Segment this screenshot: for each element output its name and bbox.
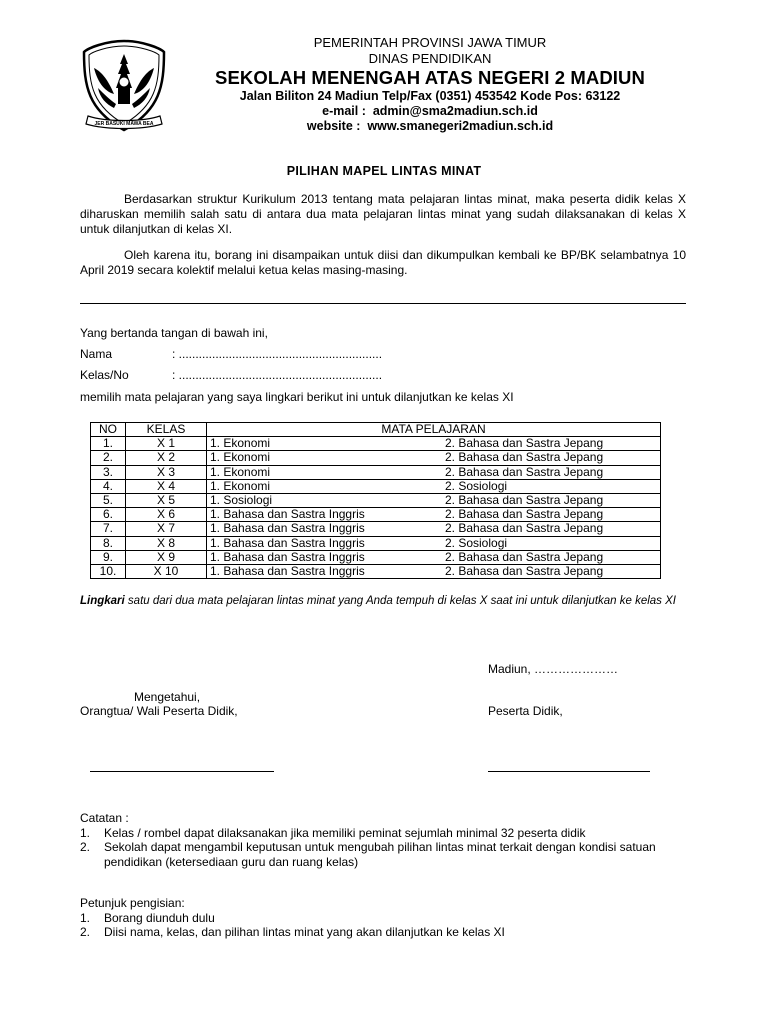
row-kelas: X 4 <box>126 479 207 493</box>
option-1[interactable]: 1. Sosiologi <box>207 493 426 507</box>
option-1[interactable]: 1. Ekonomi <box>207 437 426 451</box>
list-text: Sekolah dapat mengambil keputusan untuk mengubah pilihan lintas minat terkait dengan kondisi satuan pendidikan (ketersediaan guru dan ruang kelas) <box>104 840 656 869</box>
option-2[interactable]: 2. Bahasa dan Sastra Jepang <box>425 451 661 465</box>
option-2[interactable]: 2. Sosiologi <box>425 536 661 550</box>
catatan-title: Catatan : <box>80 811 129 825</box>
circle-instruction-note <box>80 594 686 608</box>
list-item <box>80 826 690 841</box>
email-label: e-mail : <box>322 104 366 118</box>
list-number: 2. <box>80 840 91 854</box>
row-kelas: X 5 <box>126 493 207 507</box>
petunjuk-section <box>80 896 690 940</box>
option-2[interactable]: 2. Bahasa dan Sastra Jepang <box>425 493 661 507</box>
table-row <box>91 522 661 536</box>
row-no: 3. <box>91 465 126 479</box>
school-address: Jalan Biliton 24 Madiun Telp/Fax (0351) 453542 Kode Pos: 63122 <box>239 89 621 103</box>
nama-label: Nama <box>80 347 113 361</box>
logo-motto: JER BASUKI MAWA BEA <box>94 121 154 127</box>
parent-signature-line[interactable] <box>90 771 274 772</box>
note-emphasis: Lingkari <box>80 595 125 607</box>
email-link[interactable]: admin@sma2madiun.sch.id <box>372 104 538 118</box>
school-email-line <box>180 104 680 119</box>
table-row <box>91 536 661 550</box>
option-2[interactable]: 2. Bahasa dan Sastra Jepang <box>425 550 661 564</box>
divider-line <box>80 303 686 304</box>
form-intro: Yang bertanda tangan di bawah ini, <box>80 326 268 340</box>
row-no: 8. <box>91 536 126 550</box>
header-no: NO <box>91 423 126 437</box>
header-mata-pelajaran: MATA PELAJARAN <box>207 423 661 437</box>
table-row <box>91 437 661 451</box>
option-1[interactable]: 1. Bahasa dan Sastra Inggris <box>207 564 426 578</box>
kelas-field[interactable]: : ............................................................. <box>172 368 383 382</box>
student-signature-label: Peserta Didik, <box>488 704 563 718</box>
option-2[interactable]: 2. Sosiologi <box>425 479 661 493</box>
option-1[interactable]: 1. Ekonomi <box>207 479 426 493</box>
table-row <box>91 564 661 578</box>
header-kelas: KELAS <box>126 423 207 437</box>
note-text: satu dari dua mata pelajaran lintas minat yang Anda tempuh di kelas X saat ini untuk dilanjutkan ke kelas XI <box>124 595 676 607</box>
row-no: 4. <box>91 479 126 493</box>
school-website-line <box>180 119 680 134</box>
student-signature-line[interactable] <box>488 771 650 772</box>
header-line-government: PEMERINTAH PROVINSI JAWA TIMUR <box>313 35 547 50</box>
option-1[interactable]: 1. Bahasa dan Sastra Inggris <box>207 522 426 536</box>
list-number: 1. <box>80 910 91 925</box>
option-1[interactable]: 1. Ekonomi <box>207 465 426 479</box>
row-kelas: X 1 <box>126 437 207 451</box>
petunjuk-title: Petunjuk pengisian: <box>80 896 185 910</box>
row-kelas: X 3 <box>126 465 207 479</box>
table-row <box>91 508 661 522</box>
kelas-label: Kelas/No <box>80 368 129 382</box>
list-number: 2. <box>80 925 91 939</box>
list-item <box>80 925 690 940</box>
website-label: website : <box>306 119 361 133</box>
option-2[interactable]: 2. Bahasa dan Sastra Jepang <box>425 437 661 451</box>
list-text: Diisi nama, kelas, dan pilihan lintas minat yang akan dilanjutkan ke kelas XI <box>104 925 505 939</box>
row-no: 2. <box>91 451 126 465</box>
catatan-section <box>80 811 690 869</box>
option-2[interactable]: 2. Bahasa dan Sastra Jepang <box>425 564 661 578</box>
list-text: Kelas / rombel dapat dilaksanakan jika memiliki peminat sejumlah minimal 32 peserta didik <box>104 825 586 840</box>
nama-field[interactable]: : ............................................................. <box>172 347 383 361</box>
paragraph-intro: Berdasarkan struktur Kurikulum 2013 tentang mata pelajaran lintas minat, maka peserta didik kelas X diharuskan memilih salah satu di antara dua mata pelajaran lintas minat yang sudah dilaksanakan di kelas X untuk dilanjutkan di kelas XI. <box>80 192 686 236</box>
school-name: SEKOLAH MENENGAH ATAS NEGERI 2 MADIUN <box>215 67 645 88</box>
jawa-timur-emblem-icon <box>80 38 168 134</box>
option-1[interactable]: 1. Bahasa dan Sastra Inggris <box>207 508 426 522</box>
row-kelas: X 8 <box>126 536 207 550</box>
list-item <box>80 911 690 926</box>
row-no: 1. <box>91 437 126 451</box>
row-no: 6. <box>91 508 126 522</box>
website-link[interactable]: www.smanegeri2madiun.sch.id <box>367 119 554 133</box>
paragraph-instruction: Oleh karena itu, borang ini disampaikan untuk diisi dan dikumpulkan kembali ke BP/BK selambatnya 10 April 2019 secara kolektif melalui ketua kelas masing-masing. <box>80 248 686 277</box>
row-no: 5. <box>91 493 126 507</box>
list-item <box>80 840 690 869</box>
table-row <box>91 451 661 465</box>
option-2[interactable]: 2. Bahasa dan Sastra Jepang <box>425 465 661 479</box>
table-header-row <box>91 423 661 437</box>
document-title: PILIHAN MAPEL LINTAS MINAT <box>286 164 482 178</box>
row-kelas: X 6 <box>126 508 207 522</box>
letterhead <box>180 35 680 134</box>
option-2[interactable]: 2. Bahasa dan Sastra Jepang <box>425 522 661 536</box>
form-instruction: memilih mata pelajaran yang saya lingkari berikut ini untuk dilanjutkan ke kelas XI <box>80 390 514 404</box>
subject-choice-table <box>90 422 661 579</box>
mengetahui-label: Mengetahui, <box>134 690 201 704</box>
option-1[interactable]: 1. Bahasa dan Sastra Inggris <box>207 536 426 550</box>
option-2[interactable]: 2. Bahasa dan Sastra Jepang <box>425 508 661 522</box>
table-row <box>91 550 661 564</box>
row-no: 9. <box>91 550 126 564</box>
row-no: 10. <box>91 564 126 578</box>
option-1[interactable]: 1. Bahasa dan Sastra Inggris <box>207 550 426 564</box>
table-row <box>91 479 661 493</box>
row-kelas: X 7 <box>126 522 207 536</box>
table-row <box>91 493 661 507</box>
list-text: Borang diunduh dulu <box>104 910 215 925</box>
list-number: 1. <box>80 825 91 840</box>
parent-signature-label: Orangtua/ Wali Peserta Didik, <box>80 704 238 718</box>
place-date: Madiun, ………………… <box>488 662 619 676</box>
option-1[interactable]: 1. Ekonomi <box>207 451 426 465</box>
row-no: 7. <box>91 522 126 536</box>
row-kelas: X 10 <box>126 564 207 578</box>
row-kelas: X 9 <box>126 550 207 564</box>
table-row <box>91 465 661 479</box>
header-line-department: DINAS PENDIDIKAN <box>368 51 492 66</box>
row-kelas: X 2 <box>126 451 207 465</box>
